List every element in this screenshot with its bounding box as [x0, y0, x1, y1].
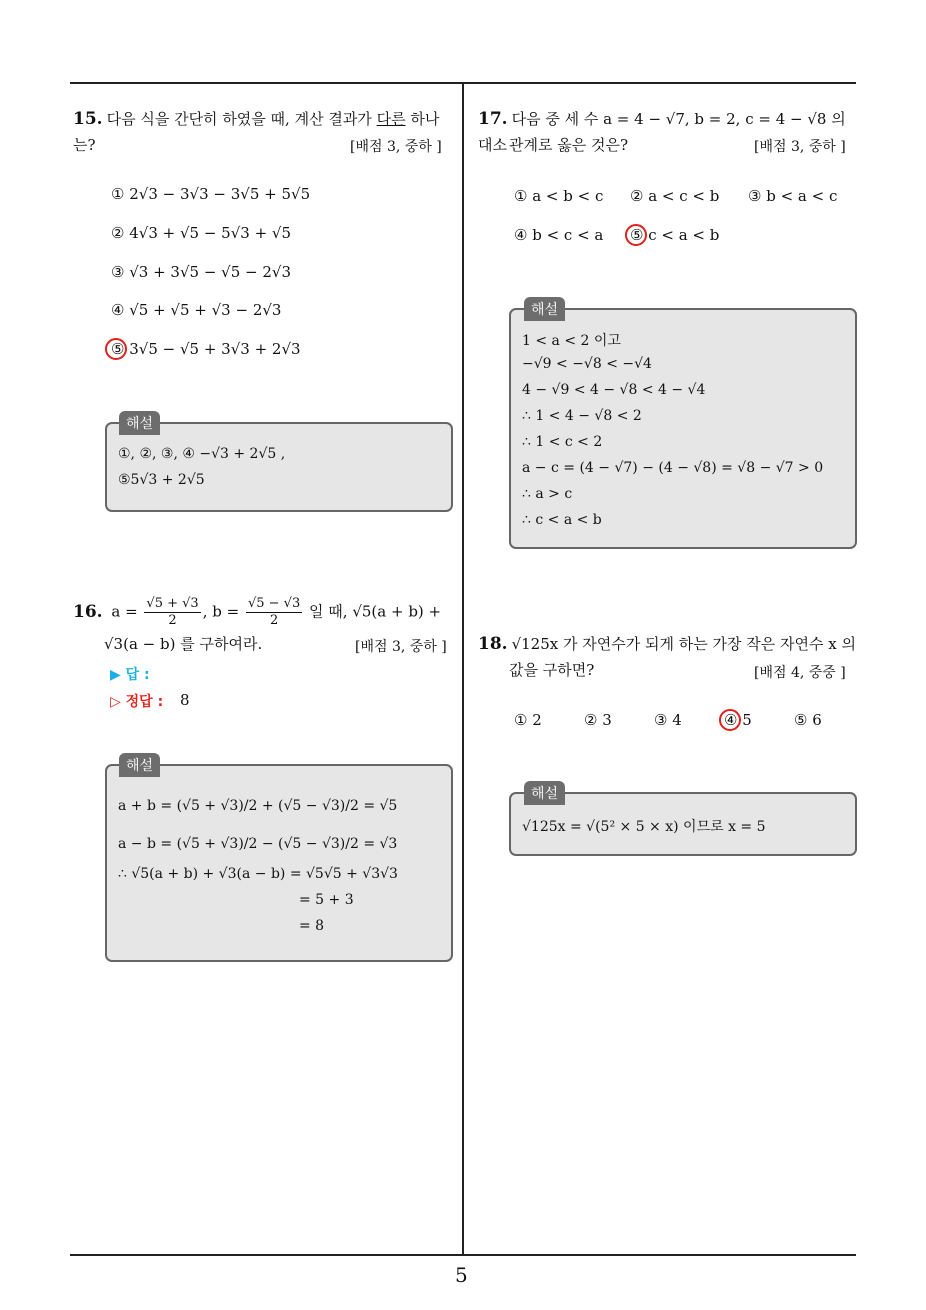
q16-frac-b: $\frac{√5 - √3}{2}$ — [247, 596, 301, 628]
q16-b-eq: , b = — [202, 602, 240, 621]
q18-explain-line-1: √125x = √(5² × 5 × x) 이므로 x = 5 — [522, 819, 766, 835]
q16-explain-line-3: ∴ √5(a + b) + √3(a − b) = √5√5 + √3√3 — [118, 866, 398, 882]
q15-text-b: 하나는? — [73, 110, 440, 154]
q16-line2: √3(a − b) 를 구하여라. — [104, 635, 263, 653]
q18-option-1[interactable]: ① 2 — [514, 711, 542, 729]
q18-option-4[interactable]: ④ 5 — [724, 711, 752, 729]
q17-meta: [배점 3, 중하 ] — [754, 139, 846, 155]
q15-text-underline: 다른 — [376, 110, 406, 128]
q17-option-1[interactable]: ① a < b < c — [514, 187, 604, 205]
q16-explain-line-2: a − b = (√5 + √3)/2 − (√5 − √3)/2 = √3 — [118, 836, 398, 852]
q15-option-5[interactable]: ⑤ 3√5 − √5 + 3√3 + 2√3 — [111, 340, 301, 358]
q15-number: 15. — [73, 109, 103, 129]
q15-answer-mark — [105, 338, 127, 360]
column-divider — [462, 82, 464, 1256]
q17-option-3[interactable]: ③ b < a < c — [748, 187, 838, 205]
q15-option-4[interactable]: ④ √5 + √5 + √3 − 2√3 — [111, 301, 282, 319]
q16-explain-line-4: = 5 + 3 — [299, 892, 354, 908]
q16-a-eq: a = — [111, 602, 138, 621]
q17-number: 17. — [478, 109, 508, 129]
page-number: 5 — [455, 1263, 468, 1287]
q16-frac-a: $\frac{√5 + √3}{2}$ — [146, 596, 199, 628]
q17-explain-line-1: 1 < a < 2 이고 — [522, 333, 621, 349]
q17-explain-line-7: ∴ a > c — [522, 486, 573, 502]
q16-explanation-box — [105, 764, 453, 962]
q16-answer-label: ▶ 답 : — [110, 667, 150, 683]
q16-correct-label: ▷ 정답 : — [110, 694, 164, 710]
q18-number: 18. — [478, 634, 508, 654]
q17-explanation-tab: 해설 — [524, 297, 565, 321]
q18-option-3[interactable]: ③ 4 — [654, 711, 682, 729]
q18-explanation-tab: 해설 — [524, 781, 565, 805]
q17-explain-line-5: ∴ 1 < c < 2 — [522, 434, 603, 450]
q18-line2: 값을 구하면? — [509, 661, 595, 679]
q17-explain-line-3: 4 − √9 < 4 − √8 < 4 − √4 — [522, 382, 706, 398]
q17-line2: 관계로 옳은 것은? — [509, 136, 629, 154]
q16-explain-line-5: = 8 — [299, 918, 325, 934]
q18-option-2[interactable]: ② 3 — [584, 711, 612, 729]
q18-meta: [배점 4, 중중 ] — [754, 665, 846, 681]
q16-number: 16. — [73, 601, 103, 622]
q17-explain-line-6: a − c = (4 − √7) − (4 − √8) = √8 − √7 > 0 — [522, 460, 824, 476]
q17-text: 다음 중 세 수 a = 4 − √7, b = 2, c = 4 − √8 의 대소 — [478, 110, 846, 154]
q15-explanation-tab: 해설 — [119, 411, 160, 435]
q16-explanation-tab: 해설 — [119, 753, 160, 777]
q17-option-5[interactable]: ⑤ c < a < b — [630, 226, 720, 244]
q15-text-a: 다음 식을 간단히 하였을 때, 계산 결과가 — [106, 110, 377, 128]
q15-explain-line-2: ⑤5√3 + 2√5 — [118, 472, 205, 488]
q15-explanation-box — [105, 422, 453, 512]
q16-correct-value: 8 — [180, 691, 190, 709]
q18-option-5[interactable]: ⑤ 6 — [794, 711, 822, 729]
q17-option-4[interactable]: ④ b < c < a — [514, 226, 604, 244]
q17-answer-mark — [625, 224, 647, 246]
q17-explain-line-2: −√9 < −√8 < −√4 — [522, 356, 652, 372]
q15-meta: [배점 3, 중하 ] — [350, 139, 442, 155]
q18-line1 — [478, 631, 863, 657]
q16-line1-rest: 일 때, √5(a + b) + — [309, 602, 442, 621]
q17-explain-line-4: ∴ 1 < 4 − √8 < 2 — [522, 408, 642, 424]
q15-option-3[interactable]: ③ √3 + 3√5 − √5 − 2√3 — [111, 263, 292, 281]
q16-stem — [73, 596, 458, 629]
q15-option-1[interactable]: ① 2√3 − 3√3 − 3√5 + 5√5 — [111, 185, 311, 203]
q17-option-2[interactable]: ② a < c < b — [630, 187, 720, 205]
q16-explain-line-1: a + b = (√5 + √3)/2 + (√5 − √3)/2 = √5 — [118, 798, 398, 814]
q16-meta: [배점 3, 중하 ] — [355, 639, 447, 655]
q15-option-2[interactable]: ② 4√3 + √5 − 5√3 + √5 — [111, 224, 292, 242]
q18-text: √125x 가 자연수가 되게 하는 가장 작은 자연수 x 의 — [511, 635, 856, 653]
q18-answer-mark — [719, 709, 741, 731]
q15-explain-line-1: ①, ②, ③, ④ −√3 + 2√5 , — [118, 446, 286, 462]
q17-explain-line-8: ∴ c < a < b — [522, 512, 602, 528]
